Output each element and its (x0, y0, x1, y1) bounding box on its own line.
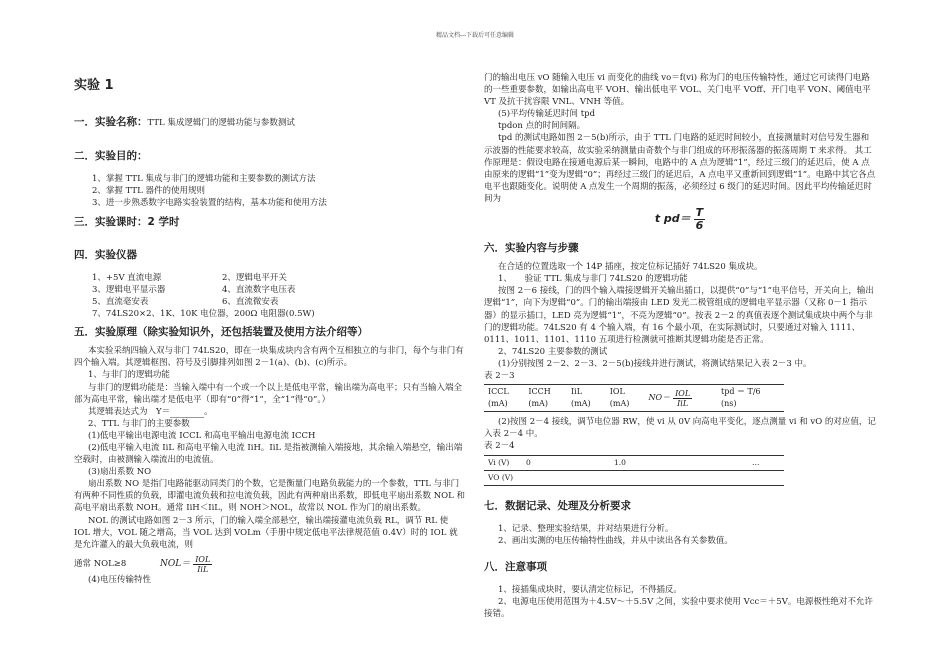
table-cell: Vi (V) (484, 455, 522, 470)
analysis-item: 1、记录、整理实验结果，并对结果进行分析。 (498, 523, 674, 534)
principle-paragraph: (3)扇出系数 NO (88, 467, 152, 478)
table-cell: VO (V) (484, 470, 522, 485)
instrument-item: 6、直流微安表 (222, 296, 279, 307)
table-row (484, 470, 784, 485)
step-paragraph: (2)按图 2－4 接线，调节电位器 RW，使 vi 从 0V 向高电平变化，逐点测量 vi 和 vO 的对应值，记入表 2－4 中。 (484, 417, 876, 440)
table-2-3-label: 表 2－3 (484, 370, 515, 381)
table-cell: IiL (mA) (567, 385, 606, 412)
table-cell: NO＝ $\frac{\text{IOL}}{\text{IiL}}$ (645, 385, 717, 412)
note-item: 1、接插集成块时，要认清定位标记，不得插反。 (498, 585, 682, 596)
instrument-item: 2、逻辑电平开关 (222, 272, 287, 283)
instrument-item: 5、直流毫安表 (92, 296, 149, 307)
page-header: 精品文档---下载后可任意编辑 (435, 32, 515, 39)
table-cell: 0 (522, 455, 610, 470)
table-cell (610, 470, 748, 485)
section-8-heading: 八．注意事项 (484, 561, 547, 573)
table-cell: ICCH (mA) (524, 385, 567, 412)
purpose-item: 1、掌握 TTL 集成与非门的逻辑功能和主要参数的测试方法 (92, 174, 316, 185)
instrument-item: 7、74LS20×2、1K、10K 电位器，200Ω 电阻器(0.5W) (92, 309, 315, 320)
instrument-item: 1、+5V 直流电源 (92, 272, 162, 283)
fanout-formula: NOL＝ $\frac{\text{IOL}}{\text{IiL}}$ (160, 554, 211, 574)
section-5-heading: 五．实验原理（除实验知识外，还包括装置及使用方法介绍等） (74, 326, 368, 339)
formula-image (170, 409, 204, 418)
section-2-heading: 二．实验目的： (74, 150, 148, 163)
right-column (484, 72, 876, 620)
table-2-4 (484, 455, 784, 486)
table-2-3 (484, 384, 784, 412)
step-paragraph: (1)分别按图 2－2、2－3、2－5(b)接线并进行测试，将测试结果记入表 2－3 中。 (498, 358, 812, 369)
delay-formula-line (484, 205, 876, 236)
principle-paragraph: tpdon 点的时间间隔。 (498, 121, 586, 132)
step-paragraph: 按图 2－6 接线，门的四个输入端接逻辑开关输出插口，以提供“0”与“1”电平信号，开关向上，输出逻辑“1”，向下为逻辑“0”。门的输出端接由 LED 发光二极管组成的逻辑电平显示器（又称 0－1 指示器）的显示插口，LED 亮为逻辑“1”，不亮为逻辑“0”。按表 2－2 的真值表逐个测试集成块中两个与非门的逻辑功能。74LS20 有 4 个输入端，有 16 个最小项，在实际测试时，只要通过对输入 1111、0111、1011、1101、1110 五项进行检测就可推断其逻辑功能是否正常。 (484, 286, 874, 345)
table-cell: tpd ＝ T/6 (ns) (717, 385, 784, 412)
analysis-item: 2、画出实测的电压传输特性曲线，并从中读出各有关参数值。 (498, 535, 733, 546)
table-cell: 1.0 (610, 455, 748, 470)
purpose-item: 2、掌握 TTL 器件的使用规则 (92, 186, 205, 197)
page-title: 实验 1 (74, 78, 114, 93)
instrument-item: 4、直流数字电压表 (222, 284, 296, 295)
table-cell: ICCL (mA) (484, 385, 524, 412)
principle-paragraph: (2)低电平输入电流 IiL 和高电平输入电流 IiH。IiL 是指被测输入端接地，其余输入端悬空，输出端空载时，由被测输入端流出的电流值。 (74, 442, 463, 466)
left-column (74, 74, 466, 586)
principle-paragraph: 与非门的逻辑功能是：当输入端中有一个或一个以上是低电平常，输出端为高电平；只有当输入端全部为高电平常，输出端才是低电平（即有“0”得“1”，全“1”得“0”。） (74, 382, 463, 405)
principle-paragraph: (5)平均传输延迟时间 tpd (498, 109, 596, 120)
section-6-heading: 六．实验内容与步骤 (484, 242, 579, 255)
instrument-list (74, 272, 466, 308)
instrument-item: 3、逻辑电平显示器 (92, 284, 166, 295)
note-item: 2、电源电压使用范围为＋4.5V～＋5.5V 之间，实验中要求使用 Vcc＝＋5V。电源极性绝对不允许接错。 (484, 597, 873, 620)
table-row (484, 455, 784, 470)
step-paragraph: 2、74LS20 主要参数的测试 (498, 346, 608, 357)
section-1-heading: 一．实验名称：TTL 集成逻辑门的逻辑功能与参数测试 (74, 116, 295, 129)
fanout-formula-line: 通常 NOL≥8 NOL＝ $\frac{\text{IOL}}{\text{IiL}}$ (74, 554, 211, 574)
principle-paragraph: (4)电压传输特性 (88, 574, 152, 585)
purpose-item: 3、进一步熟悉数字电路实验装置的结构，基本功能和使用方法 (92, 198, 327, 209)
principle-paragraph: 本实验采纳四输入双与非门 74LS20，即在一块集成块内含有两个互相独立的与非门，每个与非门有四个输入端。其逻辑框图、符号及引脚排列如图 2－1(a)、(b)、(c)所示。 (74, 346, 464, 369)
logic-expression: 其逻辑表达式为 Y＝ 。 (88, 406, 213, 417)
principle-subheading: 2、TTL 与非门的主要参数 (88, 418, 190, 429)
table-cell: … (748, 455, 784, 470)
table-2-4-label: 表 2－4 (484, 441, 515, 452)
principle-paragraph: (1)低电平输出电源电流 ICCL 和高电平输出电源电流 ICCH (88, 430, 316, 441)
section-4-heading: 四．实验仪器 (74, 248, 137, 261)
table-cell: IOL (mA) (606, 385, 645, 412)
principle-paragraph: 扇出系数 NO 是指门电路能驱动同类门的个数，它是衡量门电路负载能力的一个参数，TTL 与非门有两种不同性质的负载，即灌电流负载和拉电流负载，因此有两种扇出系数，即低电平扇出系数 NOL 和高电平扇出系数 NOH。通常 IiH＜IiL，则 NOH＞NOL，故常以 NOL 作为门的扇出系数。 (74, 479, 465, 514)
table-row (484, 385, 784, 412)
principle-subheading: 1、与非门的逻辑功能 (88, 370, 170, 381)
step-paragraph: 1、 验证 TTL 集成与非门 74LS20 的逻辑功能 (498, 274, 688, 285)
section-3-heading: 三．实验课时：2 学时 (74, 215, 180, 228)
section-7-heading: 七．数据记录、处理及分析要求 (484, 499, 631, 512)
principle-paragraph: tpd 的测试电路如图 2－5(b)所示，由于 TTL 门电路的延迟时间较小，直接测量时对信号发生器和示波器的性能要求较高，故实验采纳测量由奇数个与非门组成的环形振荡器的振荡周期 T 来求得。 其工作原理是：假设电路在接通电源后某一瞬间，电路中的 A 点为逻辑“1”，经过三级门的延迟后，使 A 点由原来的逻辑“1”变为逻辑“0”；再经过三级门的延迟后，A 点电平又重新回到逻辑“1”。电路中其它各点电平也跟随变化。说明使 A 点发生一个周期的振荡，必须经过 6 级门的延迟时间。因此平均传输延迟时间为 (484, 133, 876, 204)
principle-paragraph: 门的输出电压 vO 随输入电压 vi 而变化的曲线 vo＝f(vi) 称为门的电压传输特性，通过它可读得门电路的一些重要参数，如输出高电平 VOH、输出低电平 VOL、关门电平 VOff、开门电平 VON、阈值电平 VT 及抗干扰容限 VNL、VNH 等值。 (484, 73, 871, 108)
step-paragraph: 在合适的位置选取一个 14P 插座，按定位标记插好 74LS20 集成块。 (498, 262, 763, 273)
table-cell (748, 470, 784, 485)
delay-formula: t pd＝ $\frac{T}{6}$ (654, 206, 704, 233)
principle-paragraph: NOL 的测试电路如图 2－3 所示，门的输入端全部悬空，输出端接灌电流负载 RL，调节 RL 使 IOL 增大，VOL 随之增高，当 VOL 达到 VOLm（手册中规定低电平法律规范值 0.4V）时的 IOL 就是允许灌入的最大负载电流，则 (74, 515, 458, 550)
table-cell (522, 470, 610, 485)
